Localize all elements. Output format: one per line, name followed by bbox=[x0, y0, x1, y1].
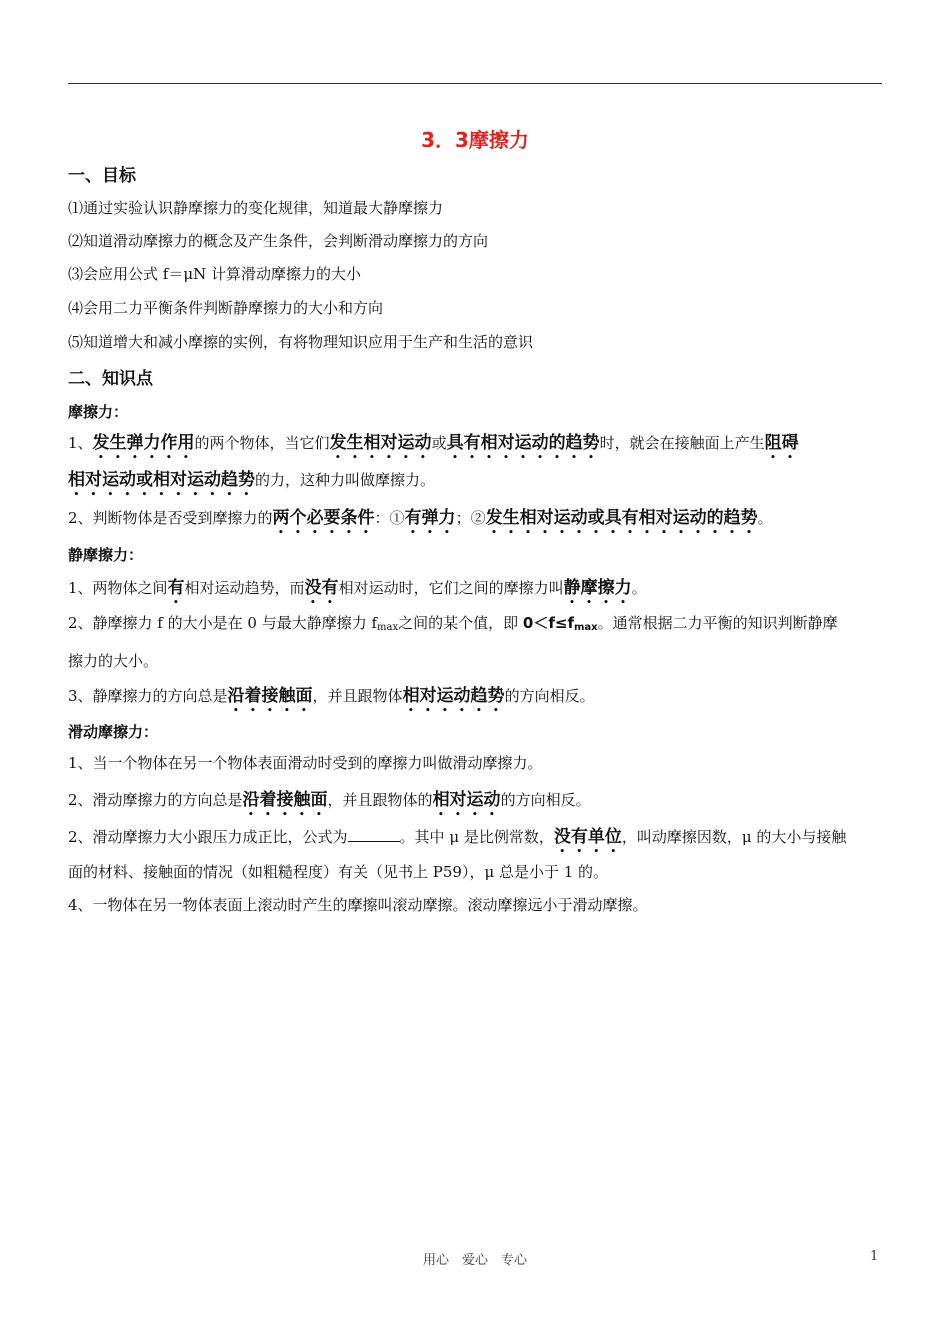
sliding-paragraph-4: 4、一物体在另一物体表面上滚动时产生的摩擦叫滚动摩擦。滚动摩擦远小于滑动摩擦。 bbox=[68, 896, 648, 914]
sliding-friction-heading: 滑动摩擦力： bbox=[68, 723, 159, 741]
text: 2、滑动摩擦力大小跟压力成正比，公式为 bbox=[68, 828, 348, 846]
text: 的力，这种力叫做摩擦力。 bbox=[255, 471, 436, 489]
emphasis: 发生相对运动或具有相对运动的趋势 bbox=[485, 508, 758, 528]
friction-paragraph-2 bbox=[68, 503, 773, 538]
subscript: max bbox=[573, 622, 598, 633]
goal-item-2: ⑵知道滑动摩擦力的概念及产生条件，会判断滑动摩擦力的方向 bbox=[68, 232, 489, 250]
text: 的方向相反。 bbox=[500, 791, 591, 809]
text: ；② bbox=[455, 509, 486, 527]
text: ，叫动摩擦因数，μ 的大小与接触 bbox=[621, 828, 847, 846]
goal-item-5: ⑸知道增大和减小摩擦的实例，有将物理知识应用于生产和生活的意识 bbox=[68, 333, 534, 351]
emphasis: 有弹力 bbox=[404, 508, 456, 528]
static-paragraph-2-line-1 bbox=[68, 612, 838, 633]
static-friction-heading: 静摩擦力： bbox=[68, 546, 144, 564]
emphasis: 静摩擦力 bbox=[563, 578, 632, 598]
emphasis: 没有单位 bbox=[553, 827, 622, 847]
emphasis: 没有 bbox=[304, 578, 339, 598]
goal-item-1: ⑴通过实验认识静摩擦力的变化规律，知道最大静摩擦力 bbox=[68, 199, 444, 217]
text: 之间的某个值，即 bbox=[398, 614, 523, 632]
emphasis: 有 bbox=[167, 578, 185, 598]
sliding-paragraph-3-line-1 bbox=[68, 822, 846, 857]
page-footer: 用心 爱心 专心 bbox=[422, 1253, 527, 1268]
emphasis: 沿着接触面 bbox=[227, 686, 313, 706]
emphasis: 阻碍 bbox=[764, 433, 799, 453]
text: 1、两物体之间 bbox=[68, 579, 168, 597]
inequality: 0＜f≤f bbox=[522, 614, 574, 632]
text: 。通常根据二力平衡的知识判断静摩 bbox=[597, 614, 838, 632]
formula-blank bbox=[348, 829, 400, 842]
emphasis: 相对运动趋势 bbox=[402, 686, 505, 706]
static-paragraph-3 bbox=[68, 681, 595, 716]
sliding-paragraph-2 bbox=[68, 785, 591, 820]
emphasis: 发生相对运动 bbox=[329, 433, 432, 453]
static-paragraph-1 bbox=[68, 573, 647, 608]
emphasis: 两个必要条件 bbox=[272, 508, 375, 528]
text: 的两个物体，当它们 bbox=[194, 434, 330, 452]
text: 的方向相反。 bbox=[504, 687, 595, 705]
section-heading-goals: 一、目标 bbox=[68, 166, 136, 186]
page-number: 1 bbox=[870, 1249, 879, 1264]
header-rule bbox=[68, 83, 882, 84]
text: 2、判断物体是否受到摩擦力的 bbox=[68, 509, 273, 527]
emphasis: 沿着接触面 bbox=[242, 790, 328, 810]
text: ，并且跟物体的 bbox=[327, 791, 433, 809]
goal-item-4: ⑷会用二力平衡条件判断静摩擦力的大小和方向 bbox=[68, 299, 384, 317]
text: 3、静摩擦力的方向总是 bbox=[68, 687, 228, 705]
sliding-paragraph-1: 1、当一个物体在另一个物体表面滑动时受到的摩擦力叫做滑动摩擦力。 bbox=[68, 754, 543, 772]
text: 。 bbox=[631, 579, 647, 597]
text: 相对运动时，它们之间的摩擦力叫 bbox=[338, 579, 564, 597]
friction-heading: 摩擦力： bbox=[68, 403, 129, 421]
emphasis: 具有相对运动的趋势 bbox=[446, 433, 600, 453]
text: 时，就会在接触面上产生 bbox=[599, 434, 765, 452]
section-heading-knowledge: 二、知识点 bbox=[68, 369, 153, 389]
text: 或 bbox=[431, 434, 447, 452]
friction-paragraph-1-line-2 bbox=[68, 465, 435, 500]
emphasis: 相对运动或相对运动趋势 bbox=[68, 470, 255, 490]
subscript: max bbox=[377, 622, 399, 633]
page-title: 3．3摩擦力 bbox=[421, 128, 529, 152]
text: 1、 bbox=[68, 434, 93, 452]
text: ：① bbox=[374, 509, 405, 527]
text: 相对运动趋势，而 bbox=[184, 579, 305, 597]
text: 。其中 μ 是比例常数， bbox=[399, 828, 554, 846]
static-paragraph-2-line-2: 擦力的大小。 bbox=[68, 652, 159, 670]
text: 2、静摩擦力 f 的大小是在 0 与最大静摩擦力 f bbox=[68, 614, 378, 632]
goal-item-3: ⑶会应用公式 f＝μN 计算滑动摩擦力的大小 bbox=[68, 265, 361, 283]
emphasis: 发生弹力作用 bbox=[92, 433, 195, 453]
friction-paragraph-1-line-1 bbox=[68, 428, 799, 463]
text: 。 bbox=[757, 509, 773, 527]
text: 2、滑动摩擦力的方向总是 bbox=[68, 791, 243, 809]
sliding-paragraph-3-line-2: 面的材料、接触面的情况（如粗糙程度）有关（见书上 P59），μ 总是小于 1 的。 bbox=[68, 863, 609, 881]
emphasis: 相对运动 bbox=[432, 790, 501, 810]
text: ，并且跟物体 bbox=[312, 687, 403, 705]
